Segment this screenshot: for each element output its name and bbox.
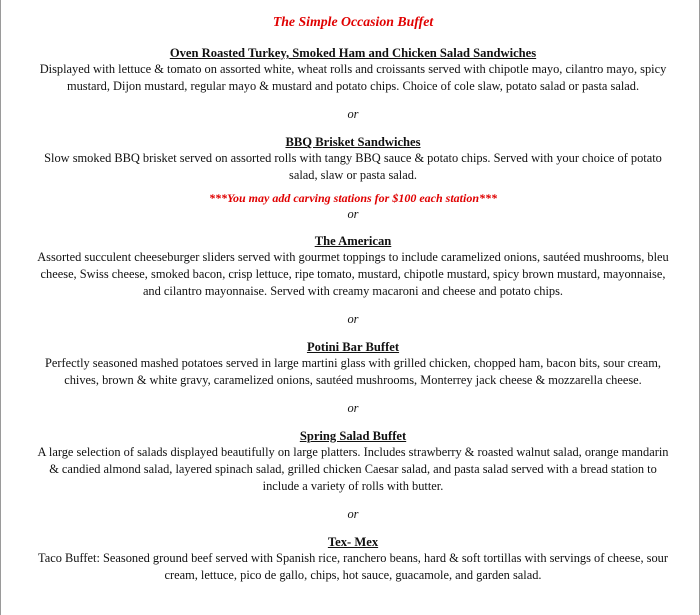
- or-separator: or: [347, 507, 359, 522]
- page-title: The Simple Occasion Buffet: [272, 14, 434, 29]
- carving-station-notice: ***You may add carving stations for $100 each station***: [208, 191, 498, 206]
- section-description: Taco Buffet: Seasoned ground beef served with Spanish rice, ranchero beans, hard & soft tortillas with servings of cheese, sour cream, lettuce, pico de gallo, chips, hot sauce, guacamole, and garden salad.: [38, 551, 668, 582]
- or-separator: or: [347, 207, 359, 222]
- menu-section-spring-salad: [33, 428, 673, 494]
- menu-section-tex-mex: [33, 534, 673, 583]
- or-separator: or: [347, 401, 359, 416]
- menu-content: [33, 13, 673, 583]
- section-description: A large selection of salads displayed beautifully on large platters. Includes strawberry & roasted walnut salad, orange mandarin & candied almond salad, layered spinach salad, grilled chicken Caesar salad, and pasta salad served with a bread station to include a variety of rolls with butter.: [37, 445, 669, 493]
- section-heading: The American: [314, 234, 392, 249]
- menu-section-bbq-brisket: [33, 134, 673, 183]
- menu-section-the-american: [33, 233, 673, 299]
- section-description: Assorted succulent cheeseburger sliders served with gourmet toppings to include caramelized onions, sautéed mushrooms, bleu cheese, Swiss cheese, smoked bacon, crisp lettuce, ripe tomato, mustard, chipotle mustard, spicy brown mustard, mayonnaise, and cilantro mayonnaise. Served with creamy macaroni and cheese and potato chips.: [37, 250, 669, 298]
- or-separator: or: [347, 107, 359, 122]
- menu-section-potini-bar: [33, 339, 673, 388]
- section-heading: Potini Bar Buffet: [306, 340, 400, 355]
- section-description: Displayed with lettuce & tomato on assorted white, wheat rolls and croissants served with chipotle mayo, cilantro mayo, spicy mustard, Dijon mustard, regular mayo & mustard and potato chips. Choice of cole slaw, potato salad or pasta salad.: [39, 62, 667, 93]
- section-heading: Tex- Mex: [327, 535, 379, 550]
- section-heading: Oven Roasted Turkey, Smoked Ham and Chicken Salad Sandwiches: [169, 46, 537, 60]
- section-heading: BBQ Brisket Sandwiches: [285, 135, 421, 150]
- section-heading: Spring Salad Buffet: [299, 429, 407, 444]
- menu-section-sandwiches: [33, 45, 673, 94]
- section-description: Slow smoked BBQ brisket served on assorted rolls with tangy BBQ sauce & potato chips. Served with your choice of potato salad, slaw or pasta salad.: [44, 151, 662, 182]
- section-description: Perfectly seasoned mashed potatoes served in large martini glass with grilled chicken, chopped ham, bacon bits, sour cream, chives, brown & white gravy, caramelized onions, sautéed mushrooms, Monterrey jack cheese & mozzarella cheese.: [44, 356, 662, 387]
- or-separator: or: [347, 312, 359, 327]
